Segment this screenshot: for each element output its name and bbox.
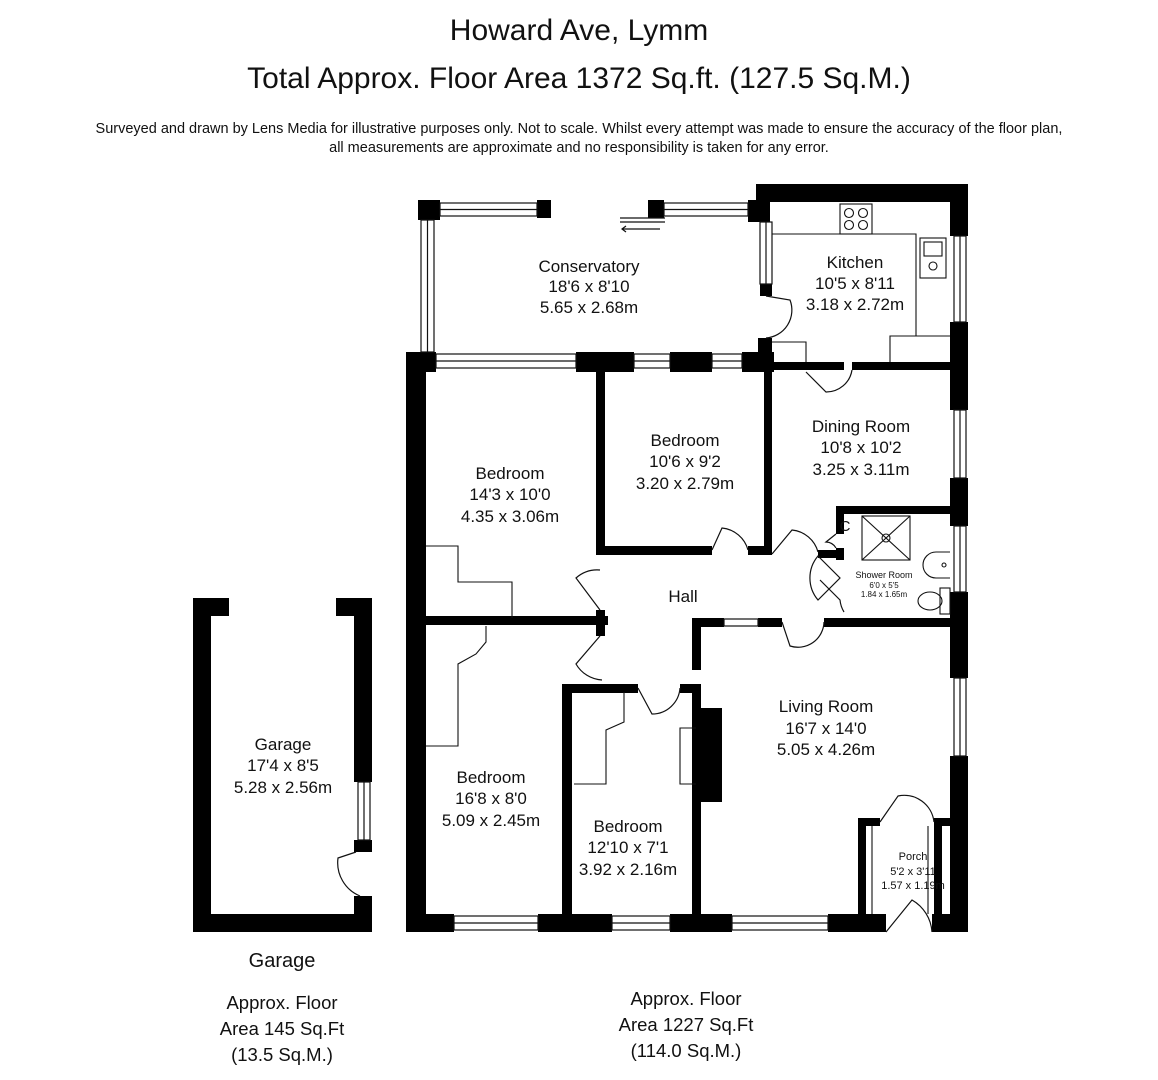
room-dims-imperial: 17'4 x 8'5 (247, 756, 319, 775)
room-dims-metric: 4.35 x 3.06m (460, 507, 560, 526)
room-name: Bedroom (475, 464, 545, 483)
room-name: Dining Room (811, 417, 911, 436)
room-name: C (839, 518, 851, 535)
area-line: (114.0 Sq.M.) (630, 1040, 742, 1061)
room-name: Kitchen (826, 253, 884, 272)
total-area-title: Total Approx. Floor Area 1372 Sq.ft. (127.5 Sq.M.) (247, 62, 911, 95)
room-dims-metric: 5.28 x 2.56m (233, 778, 333, 797)
room-dims-metric: 1.57 x 1.19m (881, 880, 945, 892)
room-dims-metric: 3.25 x 3.11m (812, 460, 910, 479)
area-line: Approx. Floor (630, 988, 742, 1009)
room-name: Hall (668, 587, 698, 606)
room-dims-metric: 1.84 x 1.65m (860, 590, 908, 599)
room-name: Porch (898, 851, 928, 863)
room-dims-imperial: 10'5 x 8'11 (815, 274, 895, 293)
disclaimer-line: Surveyed and drawn by Lens Media for illustrative purposes only. Not to scale. Whilst every attempt was made to ensure the accuracy of the floor plan, (95, 121, 1063, 137)
area-line: Area 145 Sq.Ft (219, 1018, 345, 1039)
room-dims-imperial: 18'6 x 8'10 (548, 277, 630, 296)
room-labels (234, 253, 945, 892)
room-name: Conservatory (538, 257, 640, 276)
room-name: Garage (254, 735, 312, 754)
room-name: Shower Room (855, 570, 913, 580)
room-dims-imperial: 12'10 x 7'1 (587, 838, 669, 857)
room-dims-metric: 5.05 x 4.26m (776, 740, 876, 759)
room-name: Living Room (778, 697, 874, 716)
main-floor-area-note (586, 986, 786, 1064)
room-dims-imperial: 6'0 x 5'5 (869, 581, 899, 590)
area-line: Area 1227 Sq.Ft (618, 1014, 754, 1035)
room-dims-metric: 3.20 x 2.79m (635, 474, 735, 493)
area-line: Approx. Floor (226, 992, 338, 1013)
disclaimer-line: all measurements are approximate and no responsibility is taken for any error. (329, 140, 829, 156)
room-name: Bedroom (593, 817, 663, 836)
room-dims-imperial: 10'8 x 10'2 (820, 438, 902, 457)
room-name: Bedroom (650, 431, 720, 450)
room-dims-imperial: 16'7 x 14'0 (785, 719, 867, 738)
room-name: Bedroom (456, 768, 526, 787)
room-dims-metric: 3.18 x 2.72m (805, 295, 905, 314)
room-dims-metric: 5.09 x 2.45m (441, 811, 541, 830)
garage-caption: Garage (248, 950, 316, 972)
room-dims-imperial: 5'2 x 3'11 (890, 866, 936, 878)
room-dims-imperial: 10'6 x 9'2 (649, 452, 721, 471)
page-title: Howard Ave, Lymm (449, 14, 709, 47)
garage-area-note (182, 990, 382, 1068)
room-dims-imperial: 14'3 x 10'0 (469, 485, 551, 504)
room-dims-imperial: 16'8 x 8'0 (455, 789, 527, 808)
room-dims-metric: 5.65 x 2.68m (539, 298, 639, 317)
room-dims-metric: 3.92 x 2.16m (578, 860, 678, 879)
area-line: (13.5 Sq.M.) (231, 1044, 333, 1065)
